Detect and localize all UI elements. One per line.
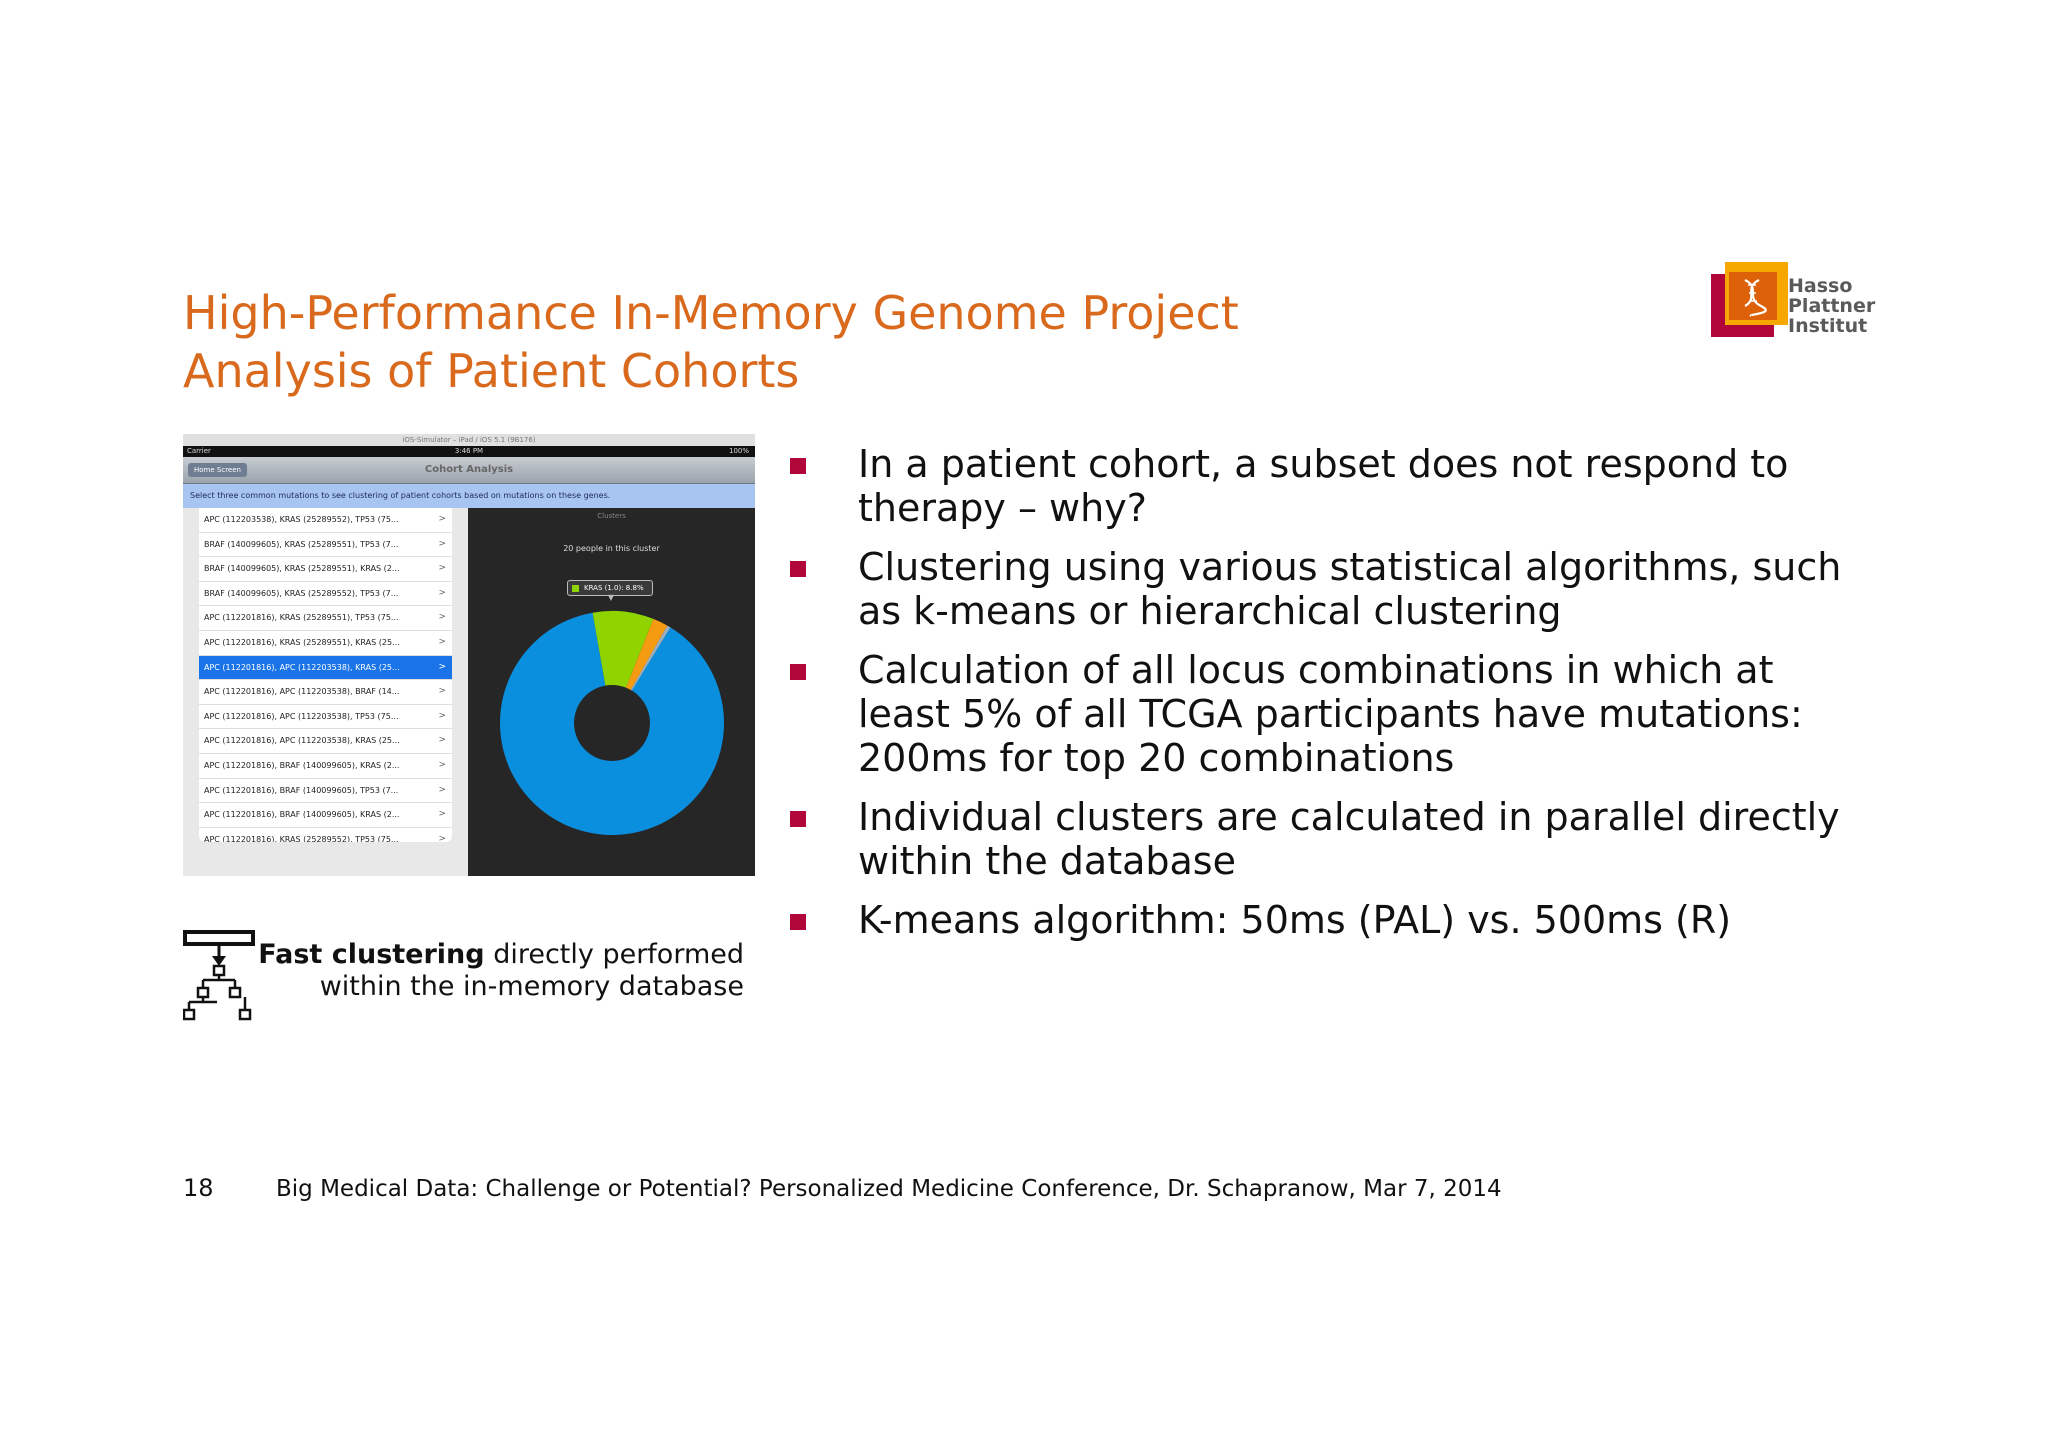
list-item[interactable] xyxy=(199,828,452,842)
caption-rest-2: within the in-memory database xyxy=(319,971,744,1002)
bullet-item xyxy=(790,442,1860,530)
nav-title: Cohort Analysis xyxy=(424,464,514,475)
chevron-right-icon: > xyxy=(438,661,446,672)
list-item-label: APC (112201816), KRAS (25289552), TP53 (75... xyxy=(204,834,399,842)
caption-bold: Fast clustering xyxy=(258,939,485,970)
chevron-right-icon: > xyxy=(438,735,446,746)
bullet-item xyxy=(790,648,1860,780)
nav-bar xyxy=(183,457,755,484)
clusters-label: Clusters xyxy=(597,512,626,520)
screenshot-caption xyxy=(254,939,744,1003)
status-time: 3:46 PM xyxy=(454,447,484,455)
cluster-size-label: 20 people in this cluster xyxy=(563,544,660,553)
list-item[interactable] xyxy=(199,533,452,558)
list-item[interactable] xyxy=(199,631,452,656)
bullet-square-icon xyxy=(790,458,806,474)
chevron-right-icon: > xyxy=(438,538,446,549)
caption-rest-1: directly performed xyxy=(484,939,744,970)
simulator-title: iOS-Simulator – iPad / iOS 5.1 (9B176) xyxy=(183,434,755,446)
chevron-right-icon: > xyxy=(438,686,446,697)
list-item[interactable] xyxy=(199,705,452,730)
home-screen-button[interactable]: Home Screen xyxy=(188,463,247,477)
instruction-banner: Select three common mutations to see clustering of patient cohorts based on mutations on these genes. xyxy=(183,484,755,508)
tooltip-text: KRAS (1.0): 8.8% xyxy=(584,584,644,592)
list-item-label: BRAF (140099605), KRAS (25289551), KRAS (2... xyxy=(204,564,400,574)
bullet-text: Calculation of all locus combinations in which at least 5% of all TCGA participants have mutations: 200ms for top 20 combinations xyxy=(858,648,1803,780)
chevron-right-icon: > xyxy=(438,636,446,647)
bullet-text: Individual clusters are calculated in parallel directly within the database xyxy=(858,795,1840,883)
list-item[interactable] xyxy=(199,606,452,631)
bullet-item xyxy=(790,898,1860,942)
list-item[interactable] xyxy=(199,803,452,828)
chevron-right-icon: > xyxy=(438,612,446,623)
title-line-1: High-Performance In-Memory Genome Project xyxy=(183,286,1239,340)
list-item[interactable] xyxy=(199,680,452,705)
list-item[interactable] xyxy=(199,582,452,607)
page-number: 18 xyxy=(183,1174,214,1202)
bullet-item xyxy=(790,795,1860,883)
bullet-square-icon xyxy=(790,811,806,827)
list-item[interactable] xyxy=(199,656,452,681)
list-item[interactable] xyxy=(199,754,452,779)
donut-hole xyxy=(574,685,650,761)
pie-tooltip xyxy=(567,580,653,602)
list-item-label: APC (112201816), APC (112203538), TP53 (75... xyxy=(204,711,399,721)
bullet-square-icon xyxy=(790,914,806,930)
bullet-text: In a patient cohort, a subset does not respond to therapy – why? xyxy=(858,442,1789,530)
logo-text xyxy=(1788,276,1875,336)
hierarchical-clustering-icon xyxy=(183,930,255,1022)
tooltip-swatch xyxy=(572,585,579,592)
mutation-combination-list xyxy=(199,508,452,842)
bullet-list xyxy=(790,442,1860,957)
chevron-right-icon: > xyxy=(438,809,446,820)
cluster-panel xyxy=(468,508,755,876)
chevron-right-icon: > xyxy=(438,563,446,574)
bullet-item xyxy=(790,545,1860,633)
carrier-label: Carrier xyxy=(187,447,211,455)
chevron-right-icon: > xyxy=(438,759,446,770)
list-item[interactable] xyxy=(199,508,452,533)
list-item-label: APC (112201816), APC (112203538), BRAF (14... xyxy=(204,687,400,697)
chevron-right-icon: > xyxy=(438,784,446,795)
list-item[interactable] xyxy=(199,557,452,582)
bullet-text: K-means algorithm: 50ms (PAL) vs. 500ms (R) xyxy=(858,898,1732,942)
list-item[interactable] xyxy=(199,729,452,754)
list-item-label: APC (112201816), BRAF (140099605), KRAS (2... xyxy=(204,760,400,770)
hpi-logo xyxy=(1711,262,1881,342)
list-item-label: APC (112201816), APC (112203538), KRAS (25... xyxy=(204,736,400,746)
list-item-label: APC (112201816), APC (112203538), KRAS (25... xyxy=(204,662,400,672)
bullet-square-icon xyxy=(790,664,806,680)
slide-title xyxy=(183,284,1239,400)
logo-line-1: Hasso xyxy=(1788,275,1853,297)
list-item-label: BRAF (140099605), KRAS (25289551), TP53 (7... xyxy=(204,539,399,549)
list-item-label: APC (112201816), BRAF (140099605), KRAS (2... xyxy=(204,810,400,820)
list-item-label: APC (112201816), KRAS (25289551), KRAS (25... xyxy=(204,637,400,647)
bullet-text: Clustering using various statistical algorithms, such as k-means or hierarchical clustering xyxy=(858,545,1842,633)
status-bar xyxy=(183,446,755,457)
title-line-2: Analysis of Patient Cohorts xyxy=(183,344,800,398)
chevron-right-icon: > xyxy=(438,710,446,721)
battery-label: 100% xyxy=(728,447,749,455)
logo-line-2: Plattner xyxy=(1788,295,1876,317)
list-item-label: BRAF (140099605), KRAS (25289552), TP53 (7... xyxy=(204,588,399,598)
tooltip-arrow: ▼ xyxy=(607,593,615,602)
cluster-donut-chart[interactable] xyxy=(497,608,727,838)
chevron-right-icon: > xyxy=(438,514,446,524)
chevron-right-icon: > xyxy=(438,587,446,598)
chevron-right-icon: > xyxy=(438,833,446,842)
bullet-square-icon xyxy=(790,561,806,577)
list-item-label: APC (112201816), BRAF (140099605), TP53 (7... xyxy=(204,785,399,795)
footer-text: Big Medical Data: Challenge or Potential? Personalized Medicine Conference, Dr. Schapranow, Mar 7, 2014 xyxy=(276,1176,1502,1202)
list-item[interactable] xyxy=(199,779,452,804)
list-item-label: APC (112201816), KRAS (25289551), TP53 (75... xyxy=(204,613,399,623)
logo-line-3: Institut xyxy=(1788,315,1868,337)
app-screenshot xyxy=(183,434,755,876)
list-item-label: APC (112203538), KRAS (25289552), TP53 (75... xyxy=(204,515,399,524)
dna-icon xyxy=(1733,276,1773,318)
